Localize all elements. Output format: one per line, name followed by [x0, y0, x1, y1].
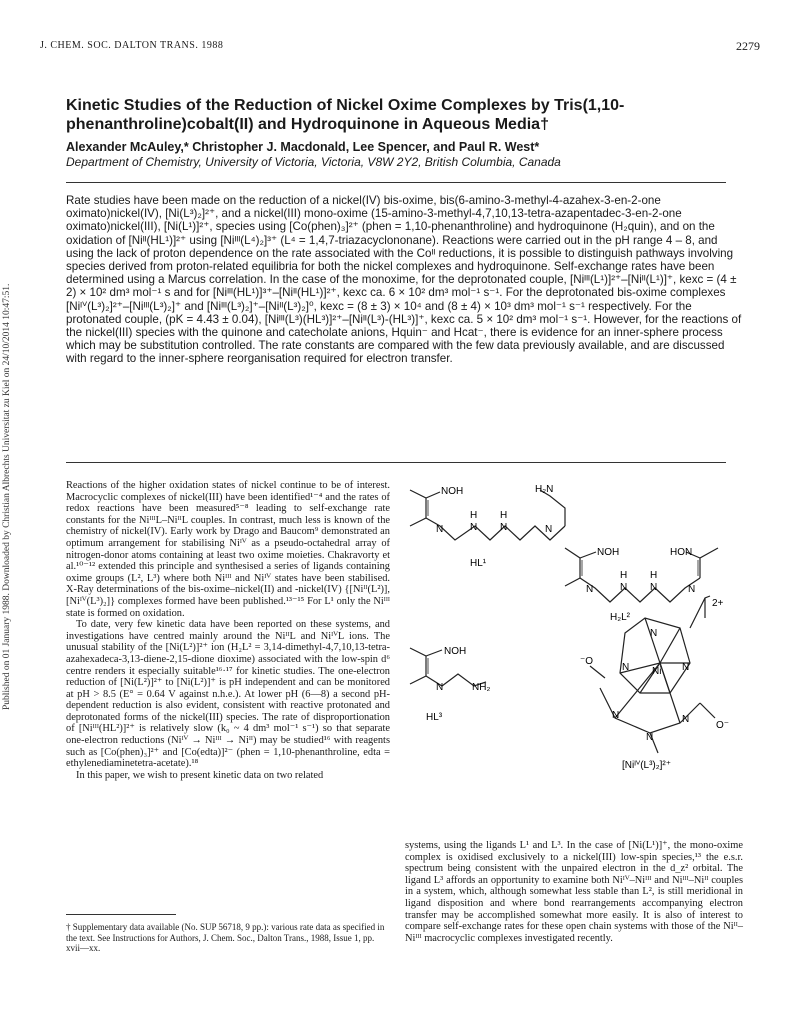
article-authors: Alexander McAuley,* Christopher J. Macdonald, Lee Spencer, and Paul R. West*: [66, 140, 540, 154]
running-head: J. CHEM. SOC. DALTON TRANS. 1988: [40, 40, 224, 51]
complex-n-label: N: [682, 714, 690, 725]
article-title: Kinetic Studies of the Reduction of Nickel Oxime Complexes by Tris(1,10-phenanthroline)cobalt(II) and Hydroquinone in Aqueous Media†: [66, 97, 625, 133]
abstract-bottom-rule: [66, 462, 726, 463]
body-right-column: [405, 840, 743, 944]
hl1-h-label: H: [500, 510, 508, 521]
h2l2-h-label: H: [650, 570, 658, 581]
abstract-top-rule: [66, 182, 726, 183]
abstract: [66, 194, 746, 366]
complex-n-label: N: [646, 732, 654, 743]
hl1-nh2-label: H₂N: [535, 484, 554, 495]
hl1-noh-label: NOH: [441, 486, 464, 497]
page-number: 2279: [736, 39, 760, 53]
complex-n-label: N: [612, 710, 620, 721]
body-paragraph: systems, using the ligands L¹ and L³. In the case of [Ni(L¹)]⁺, the mono-oxime complex is oxidised exclusively to a nickel(III) low-spin species,¹³ the e.s.r. spectrum being consistent with the unpaired electron in the d_z² orbital. The ligand L³ affords an opportunity to examine both Niᴵⱽ–Niᴵᴵᴵ and Niᴵᴵᴵ–Niᴵᴵ couples in a system, which, although somewhat less stable than L², is still meridional in ligand disposition and where bond rearrangements accompanying electron transfer may be accomplished somewhat more easily. It is also of interest to compare self-exchange rates for these open chain systems with those of the Niᴵᴵ–Niᴵᴵᴵ macrocyclic complexes investigated recently.: [405, 840, 743, 944]
article-affiliation: Department of Chemistry, University of Victoria, Victoria, V8W 2Y2, British Columbia, Canada: [66, 155, 561, 169]
body-left-column: [66, 480, 390, 781]
complex-minus-o-label: ⁻O: [580, 656, 594, 667]
h2l2-n-label: N: [586, 584, 594, 595]
download-notice-text: Published on 01 January 1988. Downloaded by Christian Albrechts Universitat zu Kiel on 24/10/2014 10:47:51.: [2, 283, 12, 710]
h2l2-label: H₂L²: [610, 612, 630, 623]
complex-n-label: N: [622, 662, 630, 673]
complex-ni-label: Ni: [652, 666, 662, 677]
complex-n-label: N: [650, 628, 658, 639]
hl1-h-label: H: [470, 510, 478, 521]
ligand-structures-figure: [400, 478, 745, 838]
footnote-rule: [66, 914, 176, 915]
body-paragraph: Reactions of the higher oxidation states of nickel continue to be of interest. Macrocyclic complexes of nickel(III) have been identified¹⁻⁴ and the rates of redox reactions have been measured⁵⁻⁸ leading to self-exchange rate constants for the NiᴵᴵᴵL–NiᴵᴵL couples. In contrast, much less is known of the chemistry of nickel(IV). Early work by Drago and Baucom⁹ demonstrated an optimum arrangement for stabilising Niᴵⱽ as a pseudo-octahedral array of nitrogen-donor atoms containing at least two oxime moieties. Chakravorty et al.¹⁰⁻¹² extended this principle and synthesised a series of ligands containing oxime groups (L², L³) where both Niᴵᴵᴵ and Niᴵⱽ states have been stabilised. X-Ray determinations of the bis-oxime–nickel(II) and -nickel(IV) {[Niᴵᴵ(L²)], [Niᴵⱽ(L³)₂]} complexes formed have been published.¹³⁻¹⁵ For L¹ only the Niᴵᴵᴵ state is formed on oxidation.: [66, 480, 390, 619]
h2l2-n-label: N: [620, 582, 628, 593]
complex-n-label: N: [682, 662, 690, 673]
complex-charge: 2+: [712, 598, 724, 609]
h2l2-hon-label: HON: [670, 547, 693, 558]
h2l2-h-label: H: [620, 570, 628, 581]
hl1-label: HL¹: [470, 558, 487, 569]
hl1-n-label: N: [500, 522, 508, 533]
hl1-n-label: N: [470, 522, 478, 533]
body-paragraph: In this paper, we wish to present kinetic data on two related: [76, 769, 324, 781]
hl3-label: HL³: [426, 712, 443, 723]
hl3-nh2-label: NH₂: [472, 682, 491, 693]
structure-hl1: [410, 490, 565, 540]
hl1-n-label: N: [545, 524, 553, 535]
h2l2-n-label: N: [650, 582, 658, 593]
h2l2-n-label: N: [688, 584, 696, 595]
hl3-n-label: N: [436, 682, 444, 693]
abstract-text: Rate studies have been made on the reduction of a nickel(IV) bis-oxime, bis(6-amino-3-methyl-4-azahex-3-en-2-one oximato)nickel(IV), [Ni(L³)₂]²⁺, and a nickel(III) mono-oxime (15-amino-3-methyl-4,7,10,13-tetra-azapentadec-3-en-2-one oximato)nickel(III), [Ni(L¹)]²⁺, species using [Co(phen)₃]²⁺ (phen = 1,10-phenanthroline) and hydroquinone (H₂quin), and on the oxidation of [Niᴵᴵ(HL¹)]²⁺ using [Niᴵᴵᴵ(L⁴)₂]³⁺ (L⁴ = 1,4,7-triazacyclononane). Reactions were carried out in the pH range 4 – 8, and using the lack of proton dependence on the rate associated with the Coᴵᴵ reductions, it is possible to distinguish pathways involving species derived from proton-related equilibria for both the nickel complexes and hydroquinone. Self-exchange rates have been determined using a Marcus correlation. In the case of the monoxime, for the deprotonated couple, [Niᴵᴵᴵ(L¹)]²⁺–[Niᴵᴵ(L¹)]⁺, kexc = (4 ± 2) × 10² dm³ mol⁻¹ s and for [Niᴵᴵᴵ(HL¹)]³⁺–[Niᴵᴵ(HL¹)]²⁺, kexc ca. 6 × 10² dm³ mol⁻¹ s⁻¹. For the deprotonated bis-oxime complexes [Niᴵⱽ(L³)₂]²⁺–[Niᴵᴵᴵ(L³)₂]⁺ and [Niᴵᴵᴵ(L³)₂]⁺–[Niᴵᴵ(L³)₂]⁰, kexc = (8 ± 3) × 10⁴ and (8 ± 4) × 10³ dm³ mol⁻¹ s⁻¹ respectively. For the protonated couple, (pK = 4.43 ± 0.04), [Niᴵᴵᴵ(L³)(HL³)]²⁺–[Niᴵᴵ(L³)-(HL³)]⁺, kexc ca. 5 × 10² dm³ mol⁻¹ s⁻¹. However, for the reactions of the nickel(III) species with the quinone and catecholate anions, Hquin⁻ and Hcat⁻, there is evidence for an inner-sphere process which may be substitution controlled. The rate constants are compared with the few data previously available, and are discussed with regard to the inner-sphere reorganisation required for electron transfer.: [66, 194, 742, 366]
hl3-noh-label: NOH: [444, 646, 467, 657]
hl1-n-label: N: [436, 524, 444, 535]
complex-label: [Niᴵⱽ(L³)₂]²⁺: [622, 760, 672, 771]
h2l2-noh-label: NOH: [597, 547, 620, 558]
footnote: † Supplementary data available (No. SUP 56718, 9 pp.): various rate data as specified in the text. See Instructions for Authors, J. Chem. Soc., Dalton Trans., 1988, Issue 1, pp. xvii—xx.: [66, 922, 385, 953]
body-paragraph: To date, very few kinetic data have been reported on these systems, and investigations have centred mainly around the NiᴵᴵL and NiᴵⱽL ions. The unusual stability of the [Ni(L²)]²⁺ ion (H₂L² = 3,14-dimethyl-4,7,10,13-tetra-azahexadeca-3,13-diene-2,15-dione dioxime) associated with the low-spin d⁶ centre renders it especially suitable¹⁶·¹⁷ for kinetic studies. The one-electron reduction of [Ni(L²)]²⁺ to [Ni(L²)]⁺ is pH independent and can be monitored at pH > 8.5 (E° = 0.64 V against n.h.e.). At lower pH (6—8) a second pH-dependent reduction is also evident, consistent with reactive protonated and deprotonated forms of the nickel(III) species. The rate of disproportionation of [Niᴵᴵᴵ(HL²)]²⁺ is relatively slow (k₀ ~ 4 dm³ mol⁻¹ s⁻¹) so that separate one-electron reductions (Niᴵⱽ → Niᴵᴵᴵ → Niᴵᴵ) may be studied¹⁶ with reagents such as [Co(phen)₃]²⁺ and [Co(edta)]²⁻ (phen = 1,10-phenanthroline, edta = ethylenediaminetetra-acetate).¹⁸: [66, 619, 390, 770]
complex-o-minus-label: O⁻: [716, 720, 730, 731]
download-notice: [0, 150, 14, 710]
